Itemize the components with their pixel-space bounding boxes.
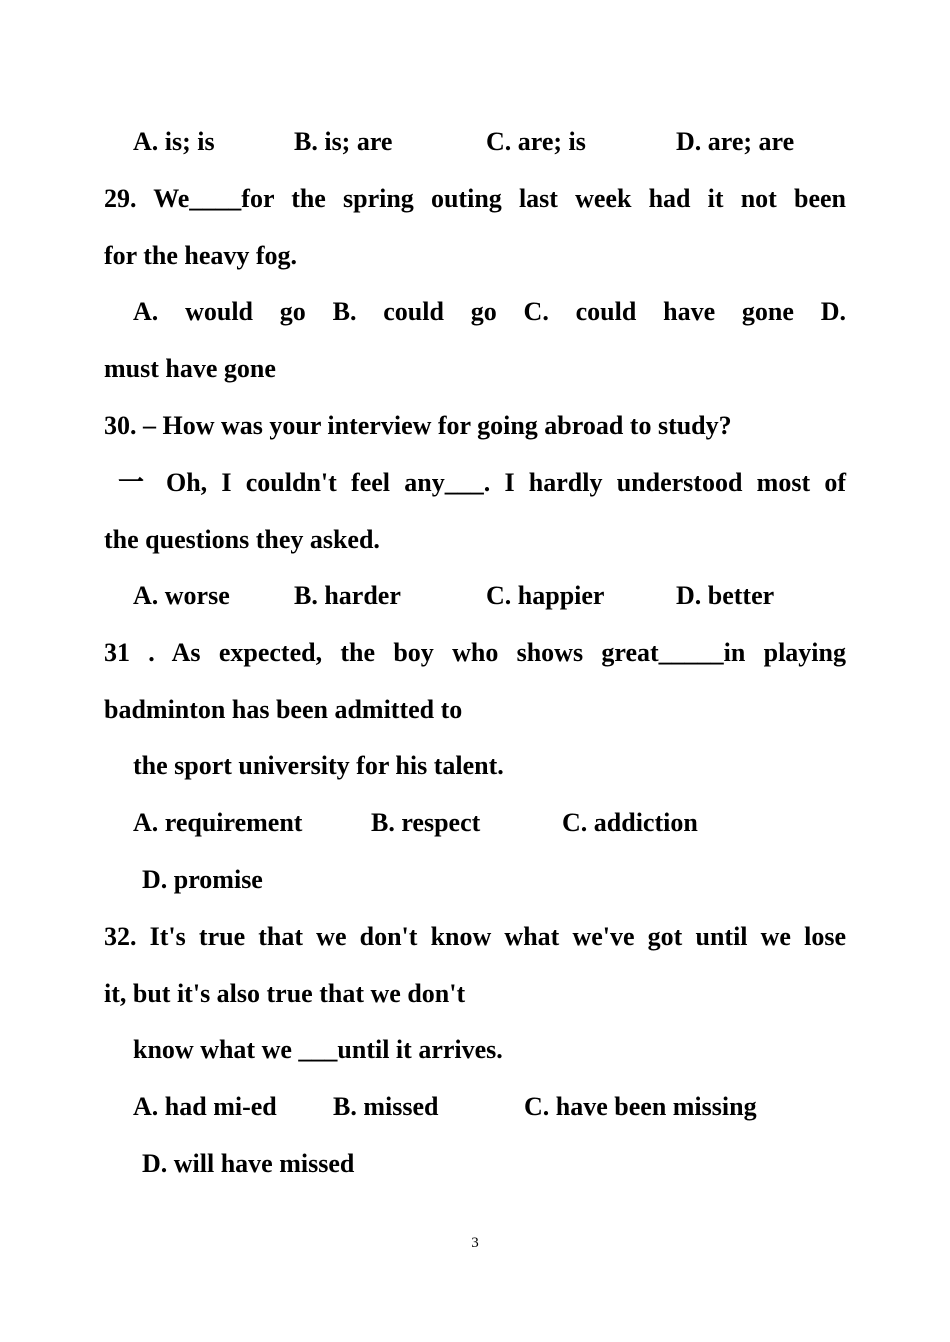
q32-options [104, 1087, 846, 1127]
q32-option-a: A. had mi-ed [133, 1092, 277, 1121]
q31-text-line-3: the sport university for his talent. [133, 751, 504, 780]
q31-option-a: A. requirement [133, 808, 303, 837]
q29-options-line-2: must have gone [104, 354, 276, 383]
q30-option-d: D. better [676, 581, 775, 610]
q31-options [104, 803, 846, 843]
q28-options [104, 122, 846, 162]
q31-option-d: D. promise [142, 865, 263, 894]
page-number: 3 [471, 1235, 479, 1251]
q32-option-b: B. missed [333, 1092, 439, 1121]
q30-option-b: B. harder [294, 581, 401, 610]
q28-option-b: B. is; are [294, 127, 393, 156]
q29-options-line-1: A. would go B. could go C. could have gone D. [133, 297, 846, 326]
q28-option-d: D. are; are [676, 127, 795, 156]
q30-text-line-3: the questions they asked. [104, 525, 380, 554]
q32-text-line-3: know what we ___until it arrives. [133, 1035, 503, 1064]
q30-text-line-2: 一 Oh, I couldn't feel any___. I hardly understood most of [118, 468, 846, 497]
q30-option-c: C. happier [486, 581, 605, 610]
q32-text-line-1: 32. It's true that we don't know what we've got until we lose [104, 922, 846, 951]
q31-text-line-2: badminton has been admitted to [104, 695, 463, 724]
q28-option-a: A. is; is [133, 127, 215, 156]
q32-option-d: D. will have missed [142, 1149, 355, 1178]
q32-text-line-2: it, but it's also true that we don't [104, 979, 466, 1008]
q31-option-c: C. addiction [562, 808, 698, 837]
q30-options [104, 576, 846, 616]
q29-text-line-1: 29. We____for the spring outing last week had it not been [104, 184, 846, 213]
q30-text-line-1: 30. – How was your interview for going abroad to study? [104, 411, 732, 440]
q31-option-b: B. respect [371, 808, 481, 837]
q30-option-a: A. worse [133, 581, 230, 610]
q31-text-line-1: 31 . As expected, the boy who shows great_____in playing [104, 638, 846, 667]
q32-option-c: C. have been missing [524, 1092, 757, 1121]
q29-text-line-2: for the heavy fog. [104, 241, 298, 270]
q28-option-c: C. are; is [486, 127, 586, 156]
